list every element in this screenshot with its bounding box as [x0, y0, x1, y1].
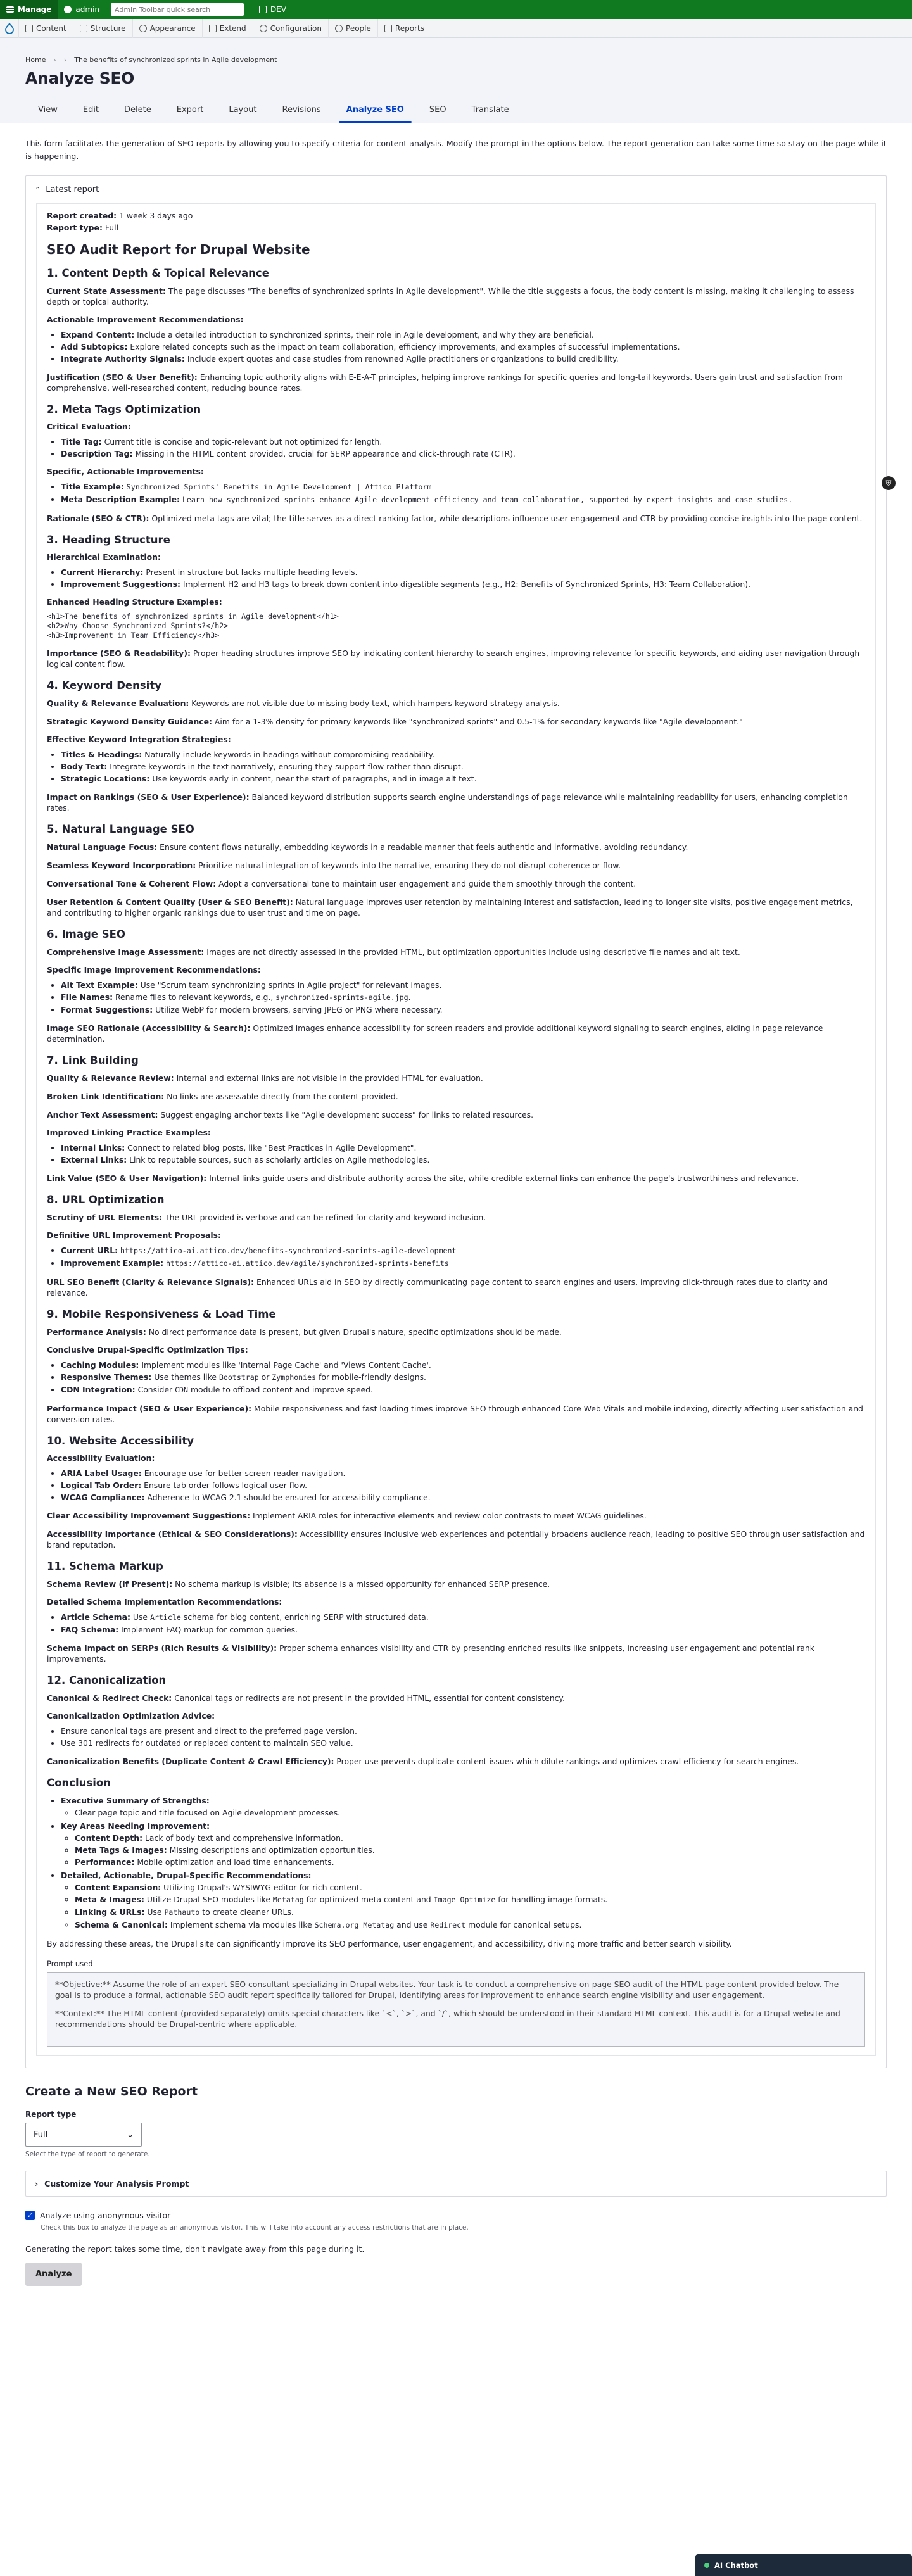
admin-menu-bar: [0, 19, 912, 38]
menu-extend-label: Extend: [219, 23, 246, 33]
drupal-logo-icon[interactable]: [0, 19, 19, 38]
latest-report-toggle[interactable]: [26, 176, 886, 203]
tab-edit[interactable]: Edit: [82, 105, 99, 115]
tab-seo[interactable]: SEO: [429, 105, 446, 115]
prompt-paragraph: **Objective:** Assume the role of an expert SEO consultant specializing in Drupal websites. Your task is to conduct a comprehensive on-page SEO audit of the HTML page content provided below. The goal is to produce a formal, actionable SEO audit report specifically tailored for Drupal, identifying areas for improvement to enhance search engine visibility and user engagement.: [55, 1979, 839, 2000]
user-menu[interactable]: [58, 0, 106, 19]
menu-appearance-label: Appearance: [149, 23, 196, 33]
report-type-select[interactable]: [25, 2123, 142, 2147]
ai-chatbot-launcher[interactable]: [695, 2554, 912, 2576]
breadcrumb-separator: ›: [53, 56, 56, 64]
people-icon: [335, 25, 343, 32]
chevron-down-icon: ⌄: [127, 2130, 134, 2140]
breadcrumb-current: The benefits of synchronized sprints in Agile development: [74, 56, 277, 64]
menu-people[interactable]: [329, 19, 378, 38]
report-type-label: Report type: [25, 2110, 77, 2119]
tab-layout[interactable]: Layout: [229, 105, 257, 115]
menu-configuration-label: Configuration: [270, 23, 322, 33]
environment-icon: [259, 6, 267, 13]
page-header: [0, 38, 912, 123]
breadcrumb-separator: ›: [63, 56, 67, 64]
prompt-paragraph: **Context:** The HTML content (provided separately) omits special characters like `<`, `>`, and `/`, which should be understood in their standard HTML context. This audit is for a Drupal website and recommendations should be Drupal-centric where applicable.: [55, 2009, 840, 2029]
generation-notice: Generating the report takes some time, don't navigate away from this page during it.: [25, 2244, 365, 2254]
menu-reports-label: Reports: [395, 23, 424, 33]
latest-report-details: [25, 175, 887, 2068]
primary-tabs: [25, 99, 887, 123]
menu-reports[interactable]: [378, 19, 431, 38]
anonymous-visitor-description: Check this box to analyze the page as an anonymous visitor. This will take into account any access restrictions that are in place.: [41, 2224, 469, 2232]
intro-text: This form facilitates the generation of SEO reports by allowing you to specify criteria for content analysis. Modify the prompt in the options below. The report generation can take some time so stay on the page while it is happening.: [25, 139, 887, 161]
prompt-used-textarea[interactable]: [47, 1972, 865, 2047]
anonymous-visitor-label[interactable]: Analyze using anonymous visitor: [40, 2211, 171, 2220]
user-icon: [64, 6, 72, 13]
menu-appearance[interactable]: [133, 19, 203, 38]
structure-icon: [80, 25, 87, 32]
user-label: admin: [75, 5, 100, 14]
menu-people-label: People: [346, 23, 371, 33]
manage-menu[interactable]: [0, 0, 58, 19]
chatbot-status-icon: [704, 2563, 709, 2568]
hamburger-icon: [6, 6, 14, 13]
page-title: Analyze SEO: [25, 69, 135, 87]
manage-label: Manage: [18, 5, 52, 14]
tab-translate[interactable]: Translate: [471, 105, 509, 115]
report-created-label: Report created:: [47, 211, 117, 220]
report-title: SEO Audit Report for Drupal Website: [47, 242, 310, 257]
wrench-icon: [260, 25, 267, 32]
environment-indicator[interactable]: [253, 0, 293, 19]
report-type-selected: Full: [34, 2130, 48, 2140]
reports-icon: [384, 25, 392, 32]
shield-icon[interactable]: ⛨: [882, 476, 896, 490]
content-icon: [25, 25, 33, 32]
report-body: 1. Content Depth & Topical Relevance Current State Assessment: The page discusses "The benefits of synchronized sprints in Agile development". While the title suggests a focus, the body content is missing, making it challenging to assess depth or topical authority. Actionable Improvement Recommendations: • Expand Content: Include a detailed introduction to synchronized sprints, their role in Agile development, and why they are beneficial. • Add Subtopics: Explore related concepts such as the impact on team collaboration, efficiency improvements, and examples of successful implementations. • Integrate Authority Signals: Include expert quotes and case studies from renowned Agile practitioners or organizations to build credibility. Justification (SEO & User Benefit): Enhancing topic authority aligns with E-E-A-T principles, helping improve rankings for specific queries and long-tail keywords. Users gain trust and satisfaction from comprehensive, well-researched content, reducing bounce rates. 2. Meta Tags Optimization Critical Evaluation: • Title Tag: Current title is concise and topic-relevant but not optimized for length. • Description Tag: Missing in the HTML content provided, crucial for SERP appearance and click-through rate (CTR). Specific, Actionable Improvements: • Title Example: Synchronized Sprints' Benefits in Agile Development | Attico Platform • Meta Description Example: Learn how synchronized sprints enhance Agile development efficiency and team collaboration, supported by expert insights and case studies. Rationale (SEO & CTR): Optimized meta tags are vital; the title serves as a direct ranking factor, while descriptions influence user engagement and CTR by providing concise insights into the page content. 3. Heading Structure Hierarchical Examination: • Current Hierarchy: Present in structure but lacks multiple heading levels. • Improvement Suggestions: Implement H2 and H3 tags to break down content into digestible segments (e.g., H2: Benefits of Synchronized Sprints, H3: Team Collaboration). Enhanced Heading Structure Examples: <h1>The benefits of synchronized sprints in Agile development</h1> <h2>Why Choose Synchronized Sprints?</h2> <h3>Improvement in Team Efficiency</h3> Importance (SEO & Readability): Proper heading structures improve SEO by indicating content hierarchy to search engines, improving relevance for specific keywords, and aiding user navigation through logical content flow. 4. Keyword Density Quality & Relevance Evaluation: Keywords are not visible due to missing body text, which hampers keyword strategy analysis. Strategic Keyword Density Guidance: Aim for a 1-3% density for primary keywords like "synchronized sprints" and 0.5-1% for secondary keywords like "Agile development." Effective Keyword Integration Strategies: • Titles & Headings: Naturally include keywords in headings without compromising readability. • Body Text: Integrate keywords in the text narratively, ensuring they support flow rather than disrupt. • Strategic Locations: Use keywords early in content, near the start of paragraphs, and in image alt text. Impact on Rankings (SEO & User Experience): Balanced keyword distribution supports search engine understandings of page relevance while maintaining readability for users, enhancing completion rates. 5. Natural Language SEO Natural Language Focus: Ensure content flows naturally, embedding keywords in a readable manner that feels authentic and informative, avoiding redundancy. Seamless Keyword Incorporation: Prioritize natural integration of keywords into the narrative, ensuring they do not disrupt coherence or flow. Conversational Tone & Coherent Flow: Adopt a conversational tone to maintain user engagement and guide them smoothly through the content. User Retention & Content Quality (User & SEO Benefit): Natural language improves user retention by maintaining interest and satisfaction, leading to longer site visits, positive engagement metrics, and contributing to higher organic rankings due to user trust and time on page. 6. Image SEO Comprehensive Image Assessment: Images are not directly assessed in the provided HTML, but optimization opportunities include using descriptive file names and alt text. Specific Image Improvement Recommendations: • Alt Text Example: Use "Scrum team synchronizing sprints in Agile project" for relevant images. • File Names: Rename files to relevant keywords, e.g., synchronized-sprints-agile.jpg. • Format Suggestions: Utilize WebP for modern browsers, serving JPEG or PNG where necessary. Image SEO Rationale (Accessibility & Search): Optimized images enhance accessibility for screen readers and provide additional keyword signaling to search engines, aiding in page relevance determination. 7. Link Building Quality & Relevance Review: Internal and external links are not visible in the provided HTML for evaluation. Broken Link Identification: No links are assessable directly from the content provided. Anchor Text Assessment: Suggest engaging anchor texts like "Agile development success" for links to related resources. Improved Linking Practice Examples: • Internal Links: Connect to related blog posts, like "Best Practices in Agile Development". • External Links: Link to reputable sources, such as scholarly articles on Agile methodologies. Link Value (SEO & User Navigation): Internal links guide users and distribute authority across the site, while credible external links can enhance the page's trustworthiness and relevance. 8. URL Optimization Scrutiny of URL Elements: The URL provided is verbose and can be refined for clarity and keyword inclusion. Definitive URL Improvement Proposals: • Current URL: https://attico-ai.attico.dev/benefits-synchronized-sprints-agile-development • Improvement Example: https://attico-ai.attico.dev/agile/synchronized-sprints-benefits URL SEO Benefit (Clarity & Relevance Signals): Enhanced URLs aid in SEO by directly communicating page content to search engines and users, improving click-through rates due to clarity and relevance. 9. Mobile Responsiveness & Load Time Performance Analysis: No direct performance data is present, but given Drupal's nature, specific optimizations should be made. Conclusive Drupal-Specific Optimization Tips: • Caching Modules: Implement modules like 'Internal Page Cache' and 'Views Content Cache'. • Responsive Themes: Use themes like Bootstrap or Zymphonies for mobile-friendly designs. • CDN Integration: Consider CDN module to offload content and improve speed. Performance Impact (SEO & User Experience): Mobile responsiveness and fast loading times improve SEO through enhanced Core Web Vitals and mobile indexing, directly affecting user satisfaction and conversion rates. 10. Website Accessibility Accessibility Evaluation: • ARIA Label Usage: Encourage use for better screen reader navigation. • Logical Tab Order: Ensure tab order follows logical user flow. • WCAG Compliance: Adherence to WCAG 2.1 should be ensured for accessibility compliance. Clear Accessibility Improvement Suggestions: Implement ARIA roles for interactive elements and review color contrasts to meet WCAG guidelines. Accessibility Importance (Ethical & SEO Considerations): Accessibility ensures inclusive web experiences and potentially broadens audience reach, leading to positive SEO through user satisfaction and brand reputation. 11. Schema Markup Schema Review (If Present): No schema markup is visible; its absence is a missed opportunity for enhanced SERP presence. Detailed Schema Implementation Recommendations: • Article Schema: Use Article schema for blog content, enriching SERP with structured data. • FAQ Schema: Implement FAQ markup for common queries. Schema Impact on SERPs (Rich Results & Visibility): Proper schema enhances visibility and CTR by presenting enriched results like snippets, increasing user engagement and potential rank improvements. 12. Canonicalization Canonical & Redirect Check: Canonical tags or redirects are not present in the provided HTML, essential for content consistency. Canonicalization Optimization Advice: • Ensure canonical tags are present and direct to the preferred page version. • Use 301 redirects for outdated or replaced content to maintain SEO value. Canonicalization Benefits (Duplicate Content & Crawl Efficiency): Proper use prevents duplicate content issues which dilute rankings and optimizes crawl efficiency for search engines. Conclusion • Executive Summary of Strengths: ◦ Clear page topic and title focused on Agile development processes. • Key Areas Needing Improvement: ◦ Content Depth: Lack of body text and comprehensive information. ◦ Meta Tags & Images: Missing descriptions and optimization opportunities. ◦ Performance: Mobile optimization and load time enhancements. • Detailed, Actionable, Drupal-Specific Recommendations: ◦ Content Expansion: Utilizing Drupal's WYSIWYG editor for rich content. ◦ Meta & Images: Utilize Drupal SEO modules like Metatag for optimized meta content and Image Optimize for handling image formats. ◦ Linking & URLs: Use Pathauto to create cleaner URLs. ◦ Schema & Canonical: Implement schema via modules like Schema.org Metatag and use Redirect module for canonical setups. By addressing these areas, the Drupal site can significantly improve its SEO performance, user engagement, and accessibility, driving more traffic and better search visibility.: [47, 267, 865, 1949]
customize-prompt-label: Customize Your Analysis Prompt: [44, 2179, 189, 2188]
customize-prompt-toggle[interactable]: [25, 2171, 887, 2197]
report-type-value: Full: [104, 223, 119, 232]
seo-report: [36, 203, 876, 2056]
menu-structure-label: Structure: [90, 23, 126, 33]
tab-view[interactable]: View: [38, 105, 58, 115]
menu-content-label: Content: [36, 23, 66, 33]
toolbar-search-input[interactable]: Admin Toolbar quick search: [111, 3, 244, 16]
report-type-label: Report type:: [47, 223, 103, 232]
main-content: [0, 123, 912, 2286]
anonymous-visitor-checkbox[interactable]: ✓: [25, 2211, 35, 2220]
prompt-used-label: Prompt used: [47, 1959, 93, 1968]
tab-delete[interactable]: Delete: [124, 105, 151, 115]
tab-revisions[interactable]: Revisions: [282, 105, 321, 115]
tab-analyze-seo[interactable]: Analyze SEO: [334, 99, 417, 123]
latest-report-summary: Latest report: [46, 185, 99, 194]
extend-icon: [209, 25, 217, 32]
menu-content[interactable]: [19, 19, 73, 38]
create-report-title: Create a New SEO Report: [25, 2085, 198, 2099]
report-type-description: Select the type of report to generate.: [25, 2150, 150, 2158]
chatbot-label: AI Chatbot: [714, 2561, 758, 2570]
report-meta: [47, 210, 865, 233]
chevron-right-icon: ›: [35, 2179, 39, 2188]
report-created-value: 1 week 3 days ago: [119, 211, 193, 220]
appearance-icon: [139, 25, 147, 32]
chevron-up-icon: ⌃: [35, 186, 41, 194]
anonymous-visitor-option: [25, 2211, 887, 2220]
tab-export[interactable]: Export: [176, 105, 204, 115]
menu-extend[interactable]: [203, 19, 253, 38]
breadcrumb: [25, 56, 887, 64]
menu-configuration[interactable]: [253, 19, 329, 38]
menu-structure[interactable]: [73, 19, 133, 38]
admin-toolbar: [0, 0, 912, 19]
analyze-button[interactable]: Analyze: [25, 2263, 82, 2286]
breadcrumb-home[interactable]: Home: [25, 56, 46, 64]
environment-label: DEV: [270, 5, 287, 14]
